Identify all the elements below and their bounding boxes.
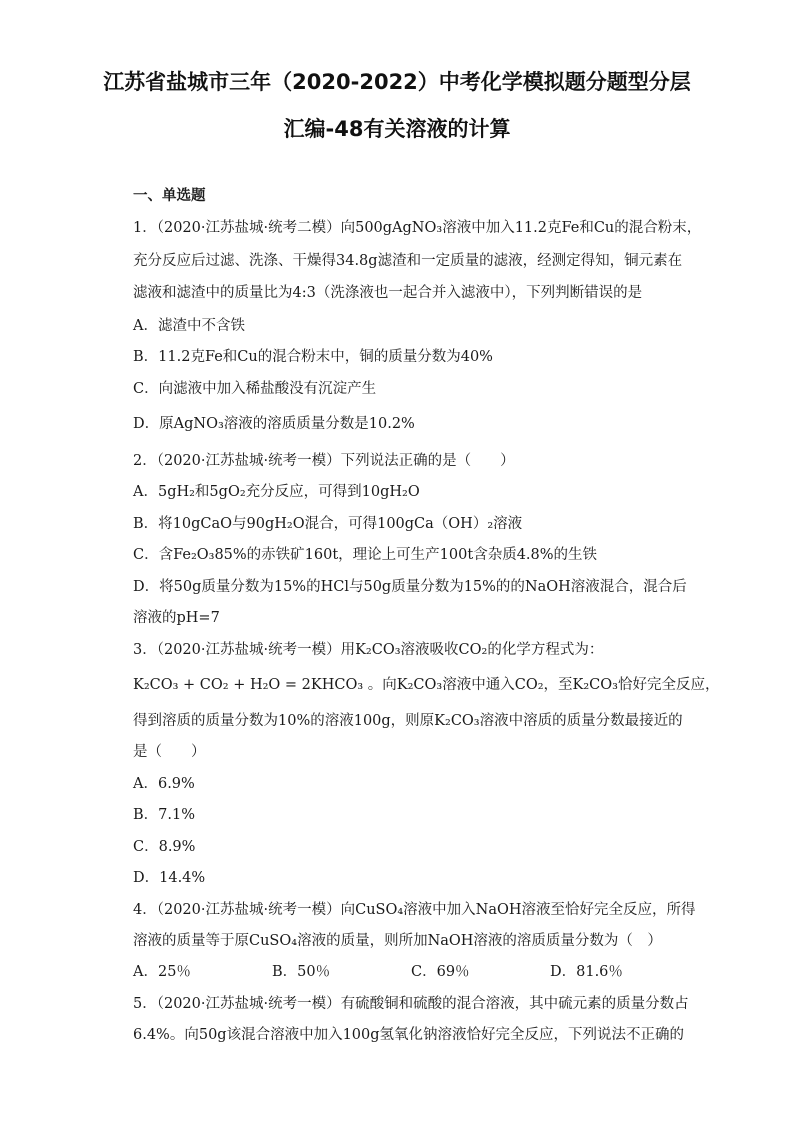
question-2-option-b: B．将10gCaO与90gH₂O混合，可得100gCa（OH）₂溶液 xyxy=(133,516,523,532)
question-4-option-a: A．25％ xyxy=(133,964,191,980)
question-2-option-c: C．含Fe₂O₃85%的赤铁矿160t，理论上可生产100t含杂质4.8%的生铁 xyxy=(133,547,598,563)
question-5-line-1: 5．（2020·江苏盐城·统考一模）有硫酸铜和硫酸的混合溶液，其中硫元素的质量分数占 xyxy=(133,996,689,1012)
question-1-line-1: 1．（2020·江苏盐城·统考二模）向500gAgNO₃溶液中加入11.2克Fe和Cu的混合粉末， xyxy=(133,220,702,236)
question-3-option-b: B．7.1% xyxy=(133,807,195,823)
question-3-line-1: 3．（2020·江苏盐城·统考一模）用K₂CO₃溶液吸收CO₂的化学方程式为： xyxy=(133,642,604,658)
document-title-line-1: 江苏省盐城市三年（2020-2022）中考化学模拟题分题型分层 xyxy=(103,70,691,94)
section-heading: 一、单选题 xyxy=(133,188,206,204)
question-3-line-4: 是（ ） xyxy=(133,744,206,760)
question-1-option-a: A．滤渣中不含铁 xyxy=(133,318,245,334)
question-3-option-d: D．14.4% xyxy=(133,870,206,886)
question-4-options xyxy=(133,962,689,982)
question-4-line-2: 溶液的质量等于原CuSO₄溶液的质量，则所加NaOH溶液的溶质质量分数为（ ） xyxy=(133,933,662,949)
question-2-option-d-line-2: 溶液的pH=7 xyxy=(133,610,220,626)
question-5-line-2: 6.4%。向50g该混合溶液中加入100g氢氧化钠溶液恰好完全反应，下列说法不正确的 xyxy=(133,1027,685,1043)
question-2-option-d-line-1: D．将50g质量分数为15%的HCl与50g质量分数为15%的的NaOH溶液混合，混合后 xyxy=(133,579,687,595)
question-1-option-b: B．11.2克Fe和Cu的混合粉末中，铜的质量分数为40% xyxy=(133,349,493,365)
question-2-option-a: A．5gH₂和5gO₂充分反应，可得到10gH₂O xyxy=(133,484,420,500)
question-2-line-1: 2．（2020·江苏盐城·统考一模）下列说法正确的是（ ） xyxy=(133,453,515,469)
question-1-line-2: 充分反应后过滤、洗涤、干燥得34.8g滤渣和一定质量的滤液，经测定得知，铜元素在 xyxy=(133,253,683,269)
question-1-option-c: C．向滤液中加入稀盐酸没有沉淀产生 xyxy=(133,381,377,397)
question-1-line-3: 滤液和滤渣中的质量比为4:3（洗涤液也一起合并入滤液中），下列判断错误的是 xyxy=(133,285,643,301)
question-4-option-c: C．69％ xyxy=(411,964,470,980)
question-3-line-2: K₂CO₃ + CO₂ + H₂O = 2KHCO₃ 。向K₂CO₃溶液中通入CO₂，至K₂CO₃恰好完全反应， xyxy=(133,677,720,693)
question-3-option-c: C．8.9% xyxy=(133,839,196,855)
question-4-option-d: D．81.6％ xyxy=(550,964,623,980)
question-4-line-1: 4．（2020·江苏盐城·统考一模）向CuSO₄溶液中加入NaOH溶液至恰好完全反应，所得 xyxy=(133,902,696,918)
document-title-line-2: 汇编-48有关溶液的计算 xyxy=(283,117,511,141)
question-3-option-a: A．6.9% xyxy=(133,776,195,792)
question-4-option-b: B．50％ xyxy=(272,964,331,980)
question-1-option-d: D．原AgNO₃溶液的溶质质量分数是10.2% xyxy=(133,416,415,432)
question-3-line-3: 得到溶质的质量分数为10%的溶液100g，则原K₂CO₃溶液中溶质的质量分数最接近的 xyxy=(133,713,683,729)
